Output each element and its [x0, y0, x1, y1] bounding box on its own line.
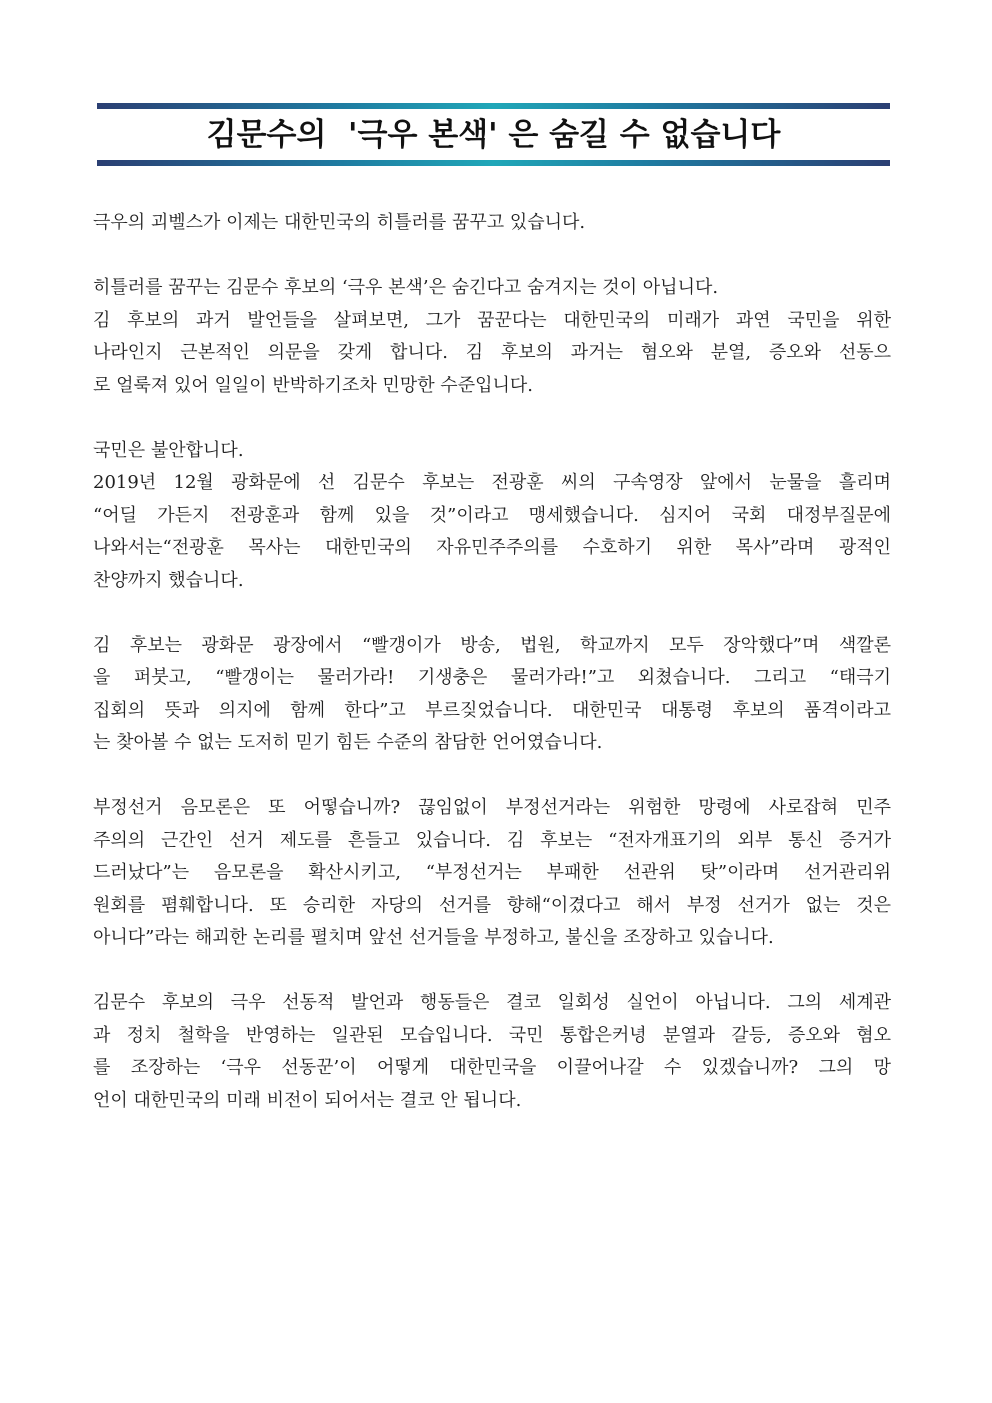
text-line: 과 정치 철학을 반영하는 일관된 모습입니다. 국민 통합은커녕 분열과 갈등, 증오와 혐오: [93, 1024, 891, 1046]
text-line: 는 찾아볼 수 없는 도저히 믿기 힘든 수준의 참담한 언어였습니다.: [93, 732, 603, 753]
paragraph-gap: [93, 240, 891, 273]
text-line: 드러났다”는 음모론을 확산시키고, “부정선거는 부패한 선관위 탓”이라며 선거관리위: [93, 862, 891, 883]
text-line: 주의의 근간인 선거 제도를 흔들고 있습니다. 김 후보는 “전자개표기의 외부 통신 증거가: [93, 829, 891, 851]
text-line: 부정선거 음모론은 또 어떻습니까? 끊임없이 부정선거라는 위험한 망령에 사로잡혀 민주: [93, 797, 891, 818]
text-line: 히틀러를 꿈꾸는 김문수 후보의 ‘극우 본색’은 숨긴다고 숨겨지는 것이 아닙니다.: [93, 277, 719, 298]
paragraph-1: [93, 207, 891, 240]
text-line: 2019년 12월 광화문에 선 김문수 후보는 전광훈 씨의 구속영장 앞에서 눈물을 흘리며: [93, 472, 891, 493]
text-line: 를 조장하는 ‘극우 선동꾼’이 어떻게 대한민국을 이끌어나갈 수 있겠습니까? 그의 망: [93, 1057, 891, 1078]
text-line: 로 얼룩져 있어 일일이 반박하기조차 민망한 수준입니다.: [93, 374, 533, 396]
text-line: 김 후보는 광화문 광장에서 “빨갱이가 방송, 법원, 학교까지 모두 장악했다”며 색깔론: [93, 634, 891, 656]
paragraph-gap: [93, 955, 891, 988]
title-block: [97, 103, 890, 167]
paragraph-4: [93, 630, 891, 760]
paragraph-2: [93, 272, 891, 402]
text-line: 원회를 폄훼합니다. 또 승리한 자당의 선거를 향해“이겼다고 해서 부정 선거가 없는 것은: [93, 894, 891, 916]
paragraph-gap: [93, 597, 891, 630]
text-line: 나와서는“전광훈 목사는 대한민국의 자유민주주의를 수호하기 위한 목사”라며 광적인: [93, 537, 891, 558]
text-line: “어딜 가든지 전광훈과 함께 있을 것”이라고 맹세했습니다. 심지어 국회 대정부질문에: [93, 504, 891, 526]
text-line: 극우의 괴벨스가 이제는 대한민국의 히틀러를 꿈꾸고 있습니다.: [93, 212, 586, 233]
title-top-rule: [97, 103, 890, 109]
text-line: 나라인지 근본적인 의문을 갖게 합니다. 김 후보의 과거는 혐오와 분열, 증오와 선동으: [93, 342, 891, 363]
paragraph-5: [93, 792, 891, 955]
text-line: 집회의 뜻과 의지에 함께 한다”고 부르짖었습니다. 대한민국 대통령 후보의 품격이라고: [93, 699, 891, 721]
text-line: 김 후보의 과거 발언들을 살펴보면, 그가 꿈꾼다는 대한민국의 미래가 과연 국민을 위한: [93, 309, 891, 331]
text-line: 아니다”라는 해괴한 논리를 펼치며 앞선 선거들을 부정하고, 불신을 조장하고 있습니다.: [93, 927, 774, 948]
text-line: 국민은 불안합니다.: [93, 439, 244, 461]
paragraph-gap: [93, 402, 891, 435]
title-bottom-rule: [97, 160, 890, 166]
paragraph-6: [93, 987, 891, 1117]
paragraph-gap: [93, 760, 891, 793]
text-line: 을 퍼붓고, “빨갱이는 물러가라! 기생충은 물러가라!”고 외쳤습니다. 그리고 “태극기: [93, 667, 891, 688]
document-body: [93, 207, 891, 1117]
paragraph-3: [93, 435, 891, 598]
text-line: 언이 대한민국의 미래 비전이 되어서는 결코 안 됩니다.: [93, 1089, 522, 1111]
document-title: 김문수의 '극우 본색' 은 숨길 수 없습니다: [206, 117, 781, 153]
text-line: 김문수 후보의 극우 선동적 발언과 행동들은 결코 일회성 실언이 아닙니다. 그의 세계관: [93, 992, 891, 1013]
text-line: 찬양까지 했습니다.: [93, 569, 244, 591]
